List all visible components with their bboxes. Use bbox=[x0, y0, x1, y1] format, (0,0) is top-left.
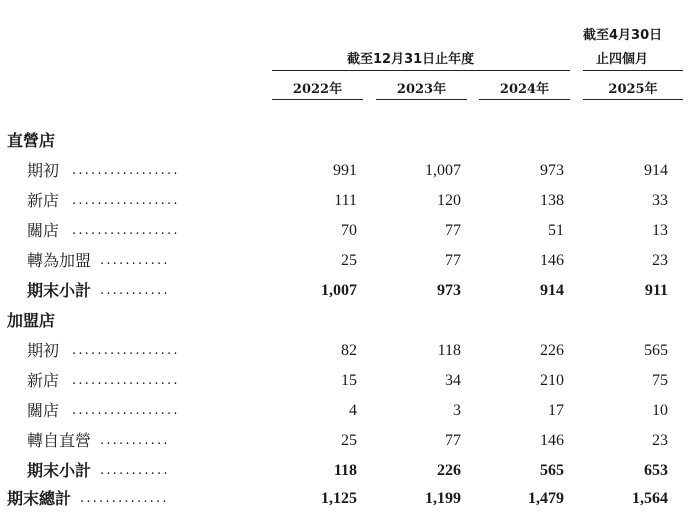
year-header-2025: 2025年 bbox=[608, 82, 658, 97]
row-label: 期末小計 bbox=[27, 461, 92, 480]
value-2025: 911 bbox=[644, 282, 668, 299]
row-label: 新店 bbox=[27, 371, 60, 390]
value-2024: 914 bbox=[540, 282, 564, 299]
table-row bbox=[0, 156, 688, 186]
year-rule-2022 bbox=[272, 99, 363, 100]
year-header-2024: 2024年 bbox=[499, 82, 550, 97]
value-2023: 77 bbox=[445, 222, 461, 239]
leader-dots: ................. bbox=[72, 163, 180, 178]
year-rule-2025 bbox=[583, 99, 683, 100]
value-2023: 34 bbox=[445, 372, 461, 389]
value-2022: 1,007 bbox=[321, 282, 357, 299]
value-2024: 146 bbox=[540, 252, 564, 269]
value-2022: 25 bbox=[341, 432, 357, 449]
last-column-header-line2: 止四個月 bbox=[596, 52, 649, 67]
section-title-direct-stores: 直營店 bbox=[7, 131, 56, 150]
value-2025: 13 bbox=[652, 222, 668, 239]
value-2023: 77 bbox=[445, 432, 461, 449]
value-2023: 3 bbox=[453, 402, 461, 419]
value-2023: 226 bbox=[437, 462, 461, 479]
row-label: 關店 bbox=[27, 221, 60, 240]
row-label: 轉為加盟 bbox=[27, 251, 92, 270]
value-2025: 75 bbox=[652, 372, 668, 389]
period-group-rule bbox=[272, 70, 570, 71]
value-2022: 70 bbox=[341, 222, 357, 239]
row-label: 轉自直營 bbox=[27, 431, 92, 450]
value-2025: 23 bbox=[652, 432, 668, 449]
value-2024: 565 bbox=[540, 462, 564, 479]
last-column-header-rule bbox=[583, 70, 683, 71]
section-title-franchise-stores: 加盟店 bbox=[7, 311, 56, 330]
value-2024: 51 bbox=[548, 222, 564, 239]
table-row bbox=[0, 186, 688, 216]
value-2025: 653 bbox=[644, 462, 668, 479]
value-2022: 118 bbox=[333, 462, 357, 479]
period-group-header: 截至12月31日止年度 bbox=[347, 52, 475, 67]
row-label: 期初 bbox=[27, 161, 60, 180]
table-row bbox=[0, 276, 688, 306]
leader-dots: ........... bbox=[100, 253, 170, 268]
year-header-2023: 2023年 bbox=[396, 82, 447, 97]
row-label: 關店 bbox=[27, 401, 60, 420]
value-2023: 77 bbox=[445, 252, 461, 269]
total-2022: 1,125 bbox=[321, 490, 357, 507]
table-row bbox=[0, 216, 688, 246]
value-2025: 23 bbox=[652, 252, 668, 269]
value-2025: 10 bbox=[652, 402, 668, 419]
row-label: 新店 bbox=[27, 191, 60, 210]
row-label: 期初 bbox=[27, 341, 60, 360]
leader-dots: ................. bbox=[72, 403, 180, 418]
value-2024: 226 bbox=[540, 342, 564, 359]
value-2024: 973 bbox=[540, 162, 564, 179]
value-2025: 33 bbox=[652, 192, 668, 209]
leader-dots: ................. bbox=[72, 343, 180, 358]
total-2025: 1,564 bbox=[632, 490, 668, 507]
value-2023: 1,007 bbox=[425, 162, 461, 179]
year-rule-2023 bbox=[376, 99, 467, 100]
value-2024: 17 bbox=[548, 402, 564, 419]
value-2022: 25 bbox=[341, 252, 357, 269]
total-2023: 1,199 bbox=[425, 490, 461, 507]
table-row bbox=[0, 366, 688, 396]
value-2024: 138 bbox=[540, 192, 564, 209]
value-2023: 118 bbox=[437, 342, 461, 359]
table-row bbox=[0, 246, 688, 276]
value-2023: 120 bbox=[437, 192, 461, 209]
value-2025: 565 bbox=[644, 342, 668, 359]
value-2022: 111 bbox=[334, 192, 357, 209]
table-row bbox=[0, 456, 688, 486]
leader-dots: ........... bbox=[100, 433, 170, 448]
total-row bbox=[0, 484, 688, 514]
year-header-2022: 2022年 bbox=[292, 82, 343, 97]
table-row bbox=[0, 396, 688, 426]
last-column-header-line1: 截至4月30日 bbox=[583, 28, 663, 43]
value-2022: 991 bbox=[333, 162, 357, 179]
value-2022: 82 bbox=[341, 342, 357, 359]
leader-dots: ........... bbox=[100, 283, 170, 298]
value-2022: 4 bbox=[349, 402, 357, 419]
year-rule-2024 bbox=[479, 99, 570, 100]
value-2022: 15 bbox=[341, 372, 357, 389]
table-row bbox=[0, 426, 688, 456]
value-2024: 210 bbox=[540, 372, 564, 389]
leader-dots: ................. bbox=[72, 373, 180, 388]
value-2025: 914 bbox=[644, 162, 668, 179]
row-label: 期末小計 bbox=[27, 281, 92, 300]
leader-dots: ........... bbox=[100, 463, 170, 478]
leader-dots: .............. bbox=[80, 491, 169, 506]
leader-dots: ................. bbox=[72, 193, 180, 208]
table-row bbox=[0, 336, 688, 366]
value-2023: 973 bbox=[437, 282, 461, 299]
leader-dots: ................. bbox=[72, 223, 180, 238]
value-2024: 146 bbox=[540, 432, 564, 449]
total-2024: 1,479 bbox=[528, 490, 564, 507]
total-label: 期末總計 bbox=[7, 489, 72, 508]
